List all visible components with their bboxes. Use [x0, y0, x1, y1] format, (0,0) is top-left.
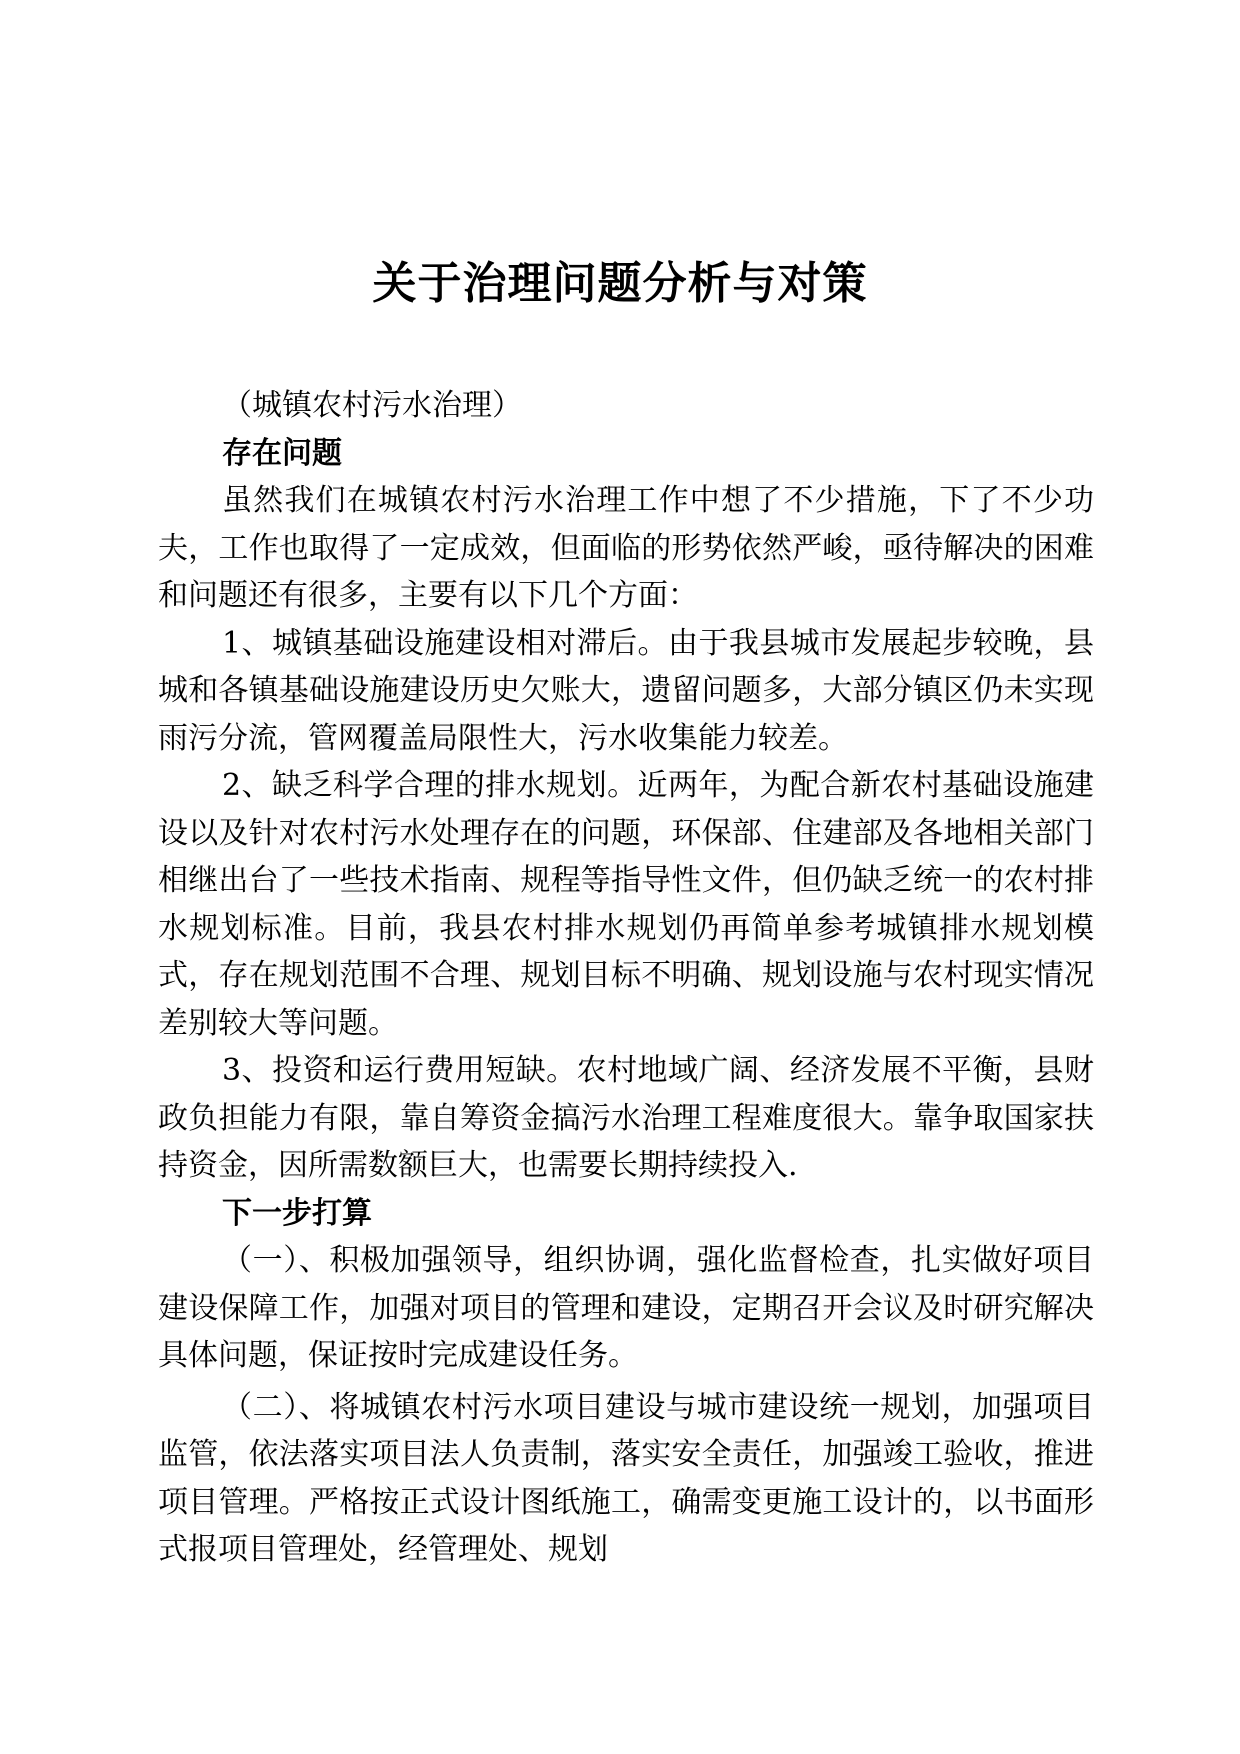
paragraph-problem-3: 3、投资和运行费用短缺。农村地域广阔、经济发展不平衡，县财政负担能力有限，靠自筹资金搞污水治理工程难度很大。靠争取国家扶持资金，因所需数额巨大，也需要长期持续投入.: [158, 1053, 1094, 1183]
paragraph-plan-2: （二）、将城镇农村污水项目建设与城市建设统一规划，加强项目监管，依法落实项目法人负责制，落实安全责任，加强竣工验收，推进项目管理。严格按正式设计图纸施工，确需变更施工设计的，以书面形式报项目管理处，经管理处、规划: [158, 1389, 1094, 1567]
paragraph-intro: 虽然我们在城镇农村污水治理工作中想了不少措施，下了不少功夫，工作也取得了一定成效，但面临的形势依然严峻，亟待解决的困难和问题还有很多，主要有以下几个方面：: [158, 483, 1094, 613]
paragraph-problem-2: 2、缺乏科学合理的排水规划。近两年，为配合新农村基础设施建设以及针对农村污水处理存在的问题，环保部、住建部及各地相关部门相继出台了一些技术指南、规程等指导性文件，但仍缺乏统一的农村排水规划标准。目前，我县农村排水规划仍再简单参考城镇排水规划模式，存在规划范围不合理、规划目标不明确、规划设施与农村现实情况差别较大等问题。: [158, 768, 1094, 1041]
section-heading-problems: 存在问题: [222, 435, 342, 471]
section-heading-plans: 下一步打算: [222, 1195, 372, 1231]
document-body: [158, 382, 1094, 1574]
document-title: 关于治理问题分析与对策: [372, 258, 868, 309]
paragraph-plan-1: （一）、积极加强领导，组织协调，强化监督检查，扎实做好项目建设保障工作，加强对项目的管理和建设，定期召开会议及时研究解决具体问题，保证按时完成建设任务。: [158, 1243, 1094, 1373]
document-subtitle: （城镇农村污水治理）: [222, 388, 522, 423]
paragraph-problem-1: 1、城镇基础设施建设相对滞后。由于我县城市发展起步较晚，县城和各镇基础设施建设历史欠账大，遗留问题多，大部分镇区仍未实现雨污分流，管网覆盖局限性大，污水收集能力较差。: [158, 625, 1094, 756]
